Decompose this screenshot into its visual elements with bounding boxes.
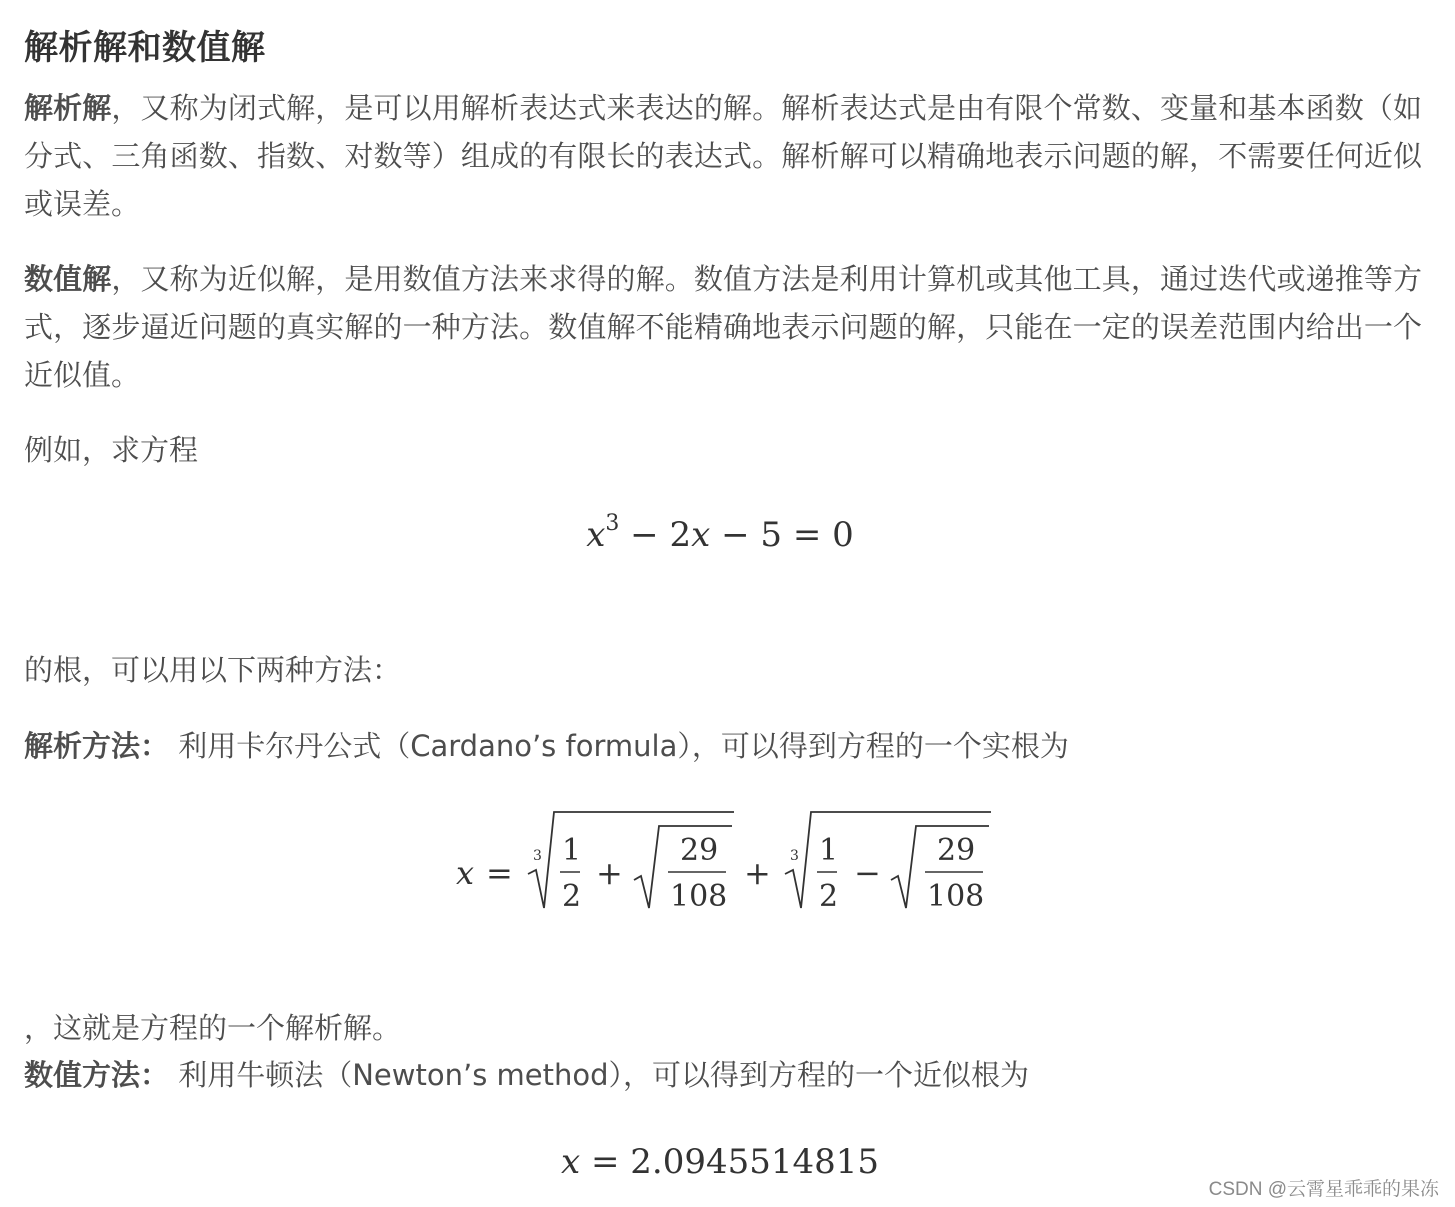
cardano-formula [450, 800, 1010, 920]
eq1-variable-2: x [691, 515, 711, 555]
eq1-variable: x [586, 515, 606, 555]
eq1-tail: − 5 = 0 [710, 515, 854, 555]
example-intro: 例如，求方程 [24, 433, 199, 467]
numerical-definition-paragraph [24, 255, 1422, 399]
fraction-denominator-2: 108 [927, 879, 985, 914]
cube-root-index-2: 3 [790, 848, 799, 864]
formula-lhs: x [456, 854, 475, 892]
plus-sign-inner: + [596, 854, 623, 892]
analytic-definition-paragraph [24, 84, 1422, 228]
eq3-value: = 2.0945514815 [580, 1142, 880, 1182]
analytic-method-text: 利用卡尔丹公式（Cardano’s formula），可以得到方程的一个实根为 [169, 729, 1069, 763]
cardano-formula-svg [450, 800, 1010, 920]
fraction-numerator-2: 29 [937, 833, 976, 868]
roots-text: 的根，可以用以下两种方法： [24, 653, 402, 687]
analytic-definition-text: ，又称为闭式解，是可以用解析表达式来表达的解。解析表达式是由有限个常数、变量和基本函数（如分式、三角函数、指数、对数等）组成的有限长的表达式。解析解可以精确地表示问题的解，不需要任何近似或误差。 [24, 91, 1422, 221]
numerical-definition-text: ，又称为近似解，是用数值方法来求得的解。数值方法是利用计算机或其他工具，通过迭代或递推等方式，逐步逼近问题的真实解的一种方法。数值解不能精确地表示问题的解，只能在一定的误差范围内给出一个近似值。 [24, 262, 1422, 392]
cube-root-index-1: 3 [533, 848, 542, 864]
half-numerator-2: 1 [819, 833, 839, 868]
numerical-method-text: 利用牛顿法（Newton’s method），可以得到方程的一个近似根为 [169, 1058, 1030, 1092]
fraction-denominator-1: 108 [670, 879, 728, 914]
cubic-equation [0, 508, 1440, 562]
plus-sign-outer: + [744, 854, 771, 892]
numerical-method-label: 数值方法： [24, 1058, 170, 1092]
page-title: 解析解和数值解 [24, 28, 266, 68]
eq1-exponent: 3 [605, 511, 620, 536]
analytic-term: 解析解 [24, 91, 112, 125]
analytic-method-line [24, 726, 1069, 766]
half-denominator-1: 2 [562, 879, 582, 914]
minus-sign-inner: − [854, 854, 881, 892]
half-numerator-1: 1 [562, 833, 582, 868]
numerical-term: 数值解 [24, 262, 112, 296]
eq1-middle: − 2 [619, 515, 692, 555]
half-denominator-2: 2 [819, 879, 839, 914]
numerical-method-line [24, 1055, 1029, 1095]
analytic-method-label: 解析方法： [24, 729, 170, 763]
eq3-variable: x [560, 1142, 581, 1182]
formula-equals: = [486, 854, 513, 892]
fraction-numerator-1: 29 [680, 833, 719, 868]
analytic-conclusion: ，这就是方程的一个解析解。 [24, 1011, 402, 1045]
watermark: CSDN @云霄星乖乖的果冻 [1208, 1179, 1439, 1200]
